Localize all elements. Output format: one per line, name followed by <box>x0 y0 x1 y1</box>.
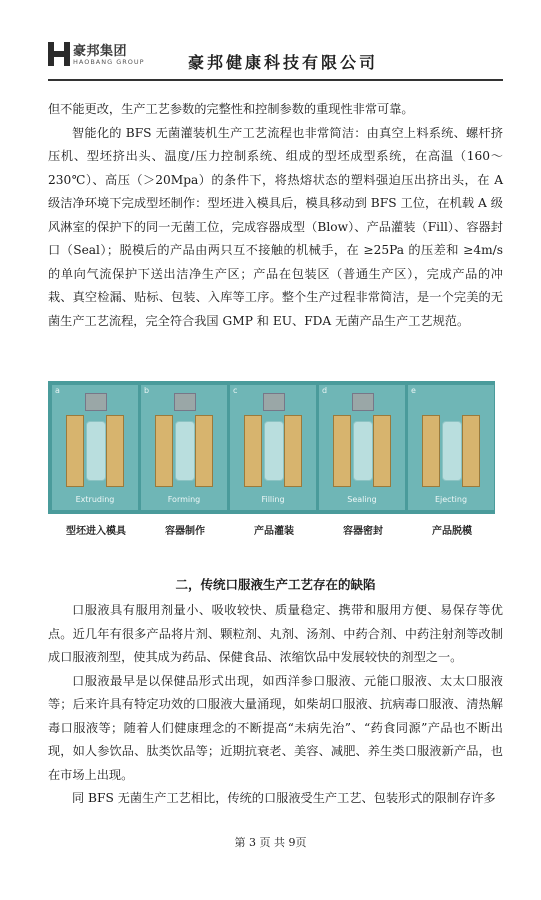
extrusion-head-icon <box>85 393 107 411</box>
figure-panel-sealing <box>319 385 405 510</box>
logo-mark-icon <box>48 42 70 66</box>
section-heading: 二，传统口服液生产工艺存在的缺陷 <box>175 577 376 592</box>
caption-ejecting: 产品脱模 <box>432 526 472 537</box>
mold-left-icon <box>333 415 351 487</box>
caption-forming: 容器制作 <box>165 526 205 537</box>
mold-right-icon <box>373 415 391 487</box>
paragraph-4: 口服液最早是以保健品形式出现，如西洋参口服液、元能口服液、太太口服液等；后来许具有特定功效的口服液大量涌现，如柴胡口服液、抗病毒口服液、清热解毒口服液等；随着人们健康理念的不断提高“未病先治”、“药食同源”产品也不断出现，如人参饮品、肽类饮品等；近期抗衰老、美容、减肥、养生类口服液新产品，也在市场上出现。 <box>48 673 503 782</box>
figure-panel-forming <box>141 385 227 510</box>
header-divider <box>48 79 503 81</box>
container-icon <box>264 421 284 481</box>
mold-right-icon <box>106 415 124 487</box>
figure-panel-filling <box>230 385 316 510</box>
paragraph-2: 智能化的 BFS 无菌灌装机生产工艺流程也非常简洁：由真空上料系统、螺杆挤压机、型坯挤出头、温度/压力控制系统、组成的型坯成型系统，在高温（160～230℃）、高压（＞20Mpa）的条件下，将热熔状态的塑料强迫压出挤出头，在 A 级洁净环境下完成型坯制作：型坯进入模具后，模具移动到 BFS 工位，在机载 A 级风淋室的保护下的同一无菌工位，完成容器成型（Blow）、产品灌装（Fill）、容器封口（Seal）；脱模后的产品由两只互不接触的机械手，在 ≥25Pa 的压差和 ≥4m/s 的单向气流保护下送出洁净生产区；产品在包装区（普通生产区），完成产品的冲栽、真空检漏、贴标、包装、入库等工序。整个生产过程非常简洁，是一个完美的无菌生产工艺流程，完全符合我国 GMP 和 EU、FDA 无菌产品生产工艺规范。 <box>48 125 503 328</box>
figure-captions <box>48 522 495 540</box>
panel-tag: c <box>233 386 238 395</box>
figure-panel-extruding <box>52 385 138 510</box>
body-text-top <box>48 98 503 333</box>
caption-extruding: 型坯进入模具 <box>66 526 126 537</box>
mold-right-icon <box>195 415 213 487</box>
panel-label: Ejecting <box>434 495 468 504</box>
logo-text: 豪邦集团 <box>73 44 128 59</box>
fill-nozzle-icon <box>263 393 285 411</box>
paragraph-1: 但不能更改，生产工艺参数的完整性和控制参数的重现性非常可靠。 <box>48 102 414 116</box>
panel-tag: b <box>144 386 150 395</box>
seal-head-icon <box>352 393 374 411</box>
company-name: 豪邦健康科技有限公司 <box>188 53 379 72</box>
figure-panel-ejecting <box>408 385 494 510</box>
caption-sealing: 容器密封 <box>343 526 383 537</box>
panel-label: Sealing <box>347 495 377 504</box>
mold-left-icon <box>155 415 173 487</box>
container-icon <box>175 421 195 481</box>
parison-icon <box>86 421 106 481</box>
mold-right-icon <box>462 415 480 487</box>
container-icon <box>353 421 373 481</box>
mold-right-icon <box>284 415 302 487</box>
panel-label: Filling <box>261 495 285 504</box>
mold-left-icon <box>244 415 262 487</box>
panel-label: Extruding <box>75 495 115 504</box>
bfs-process-figure <box>48 381 495 514</box>
panel-tag: e <box>411 386 416 395</box>
panel-tag: d <box>322 386 328 395</box>
paragraph-3: 口服液具有服用剂量小、吸收较快、质量稳定、携带和服用方便、易保存等优点。近几年有很多产品将片剂、颗粒剂、丸剂、汤剂、中药合剂、中药注射剂等改制成口服液剂型，使其成为药品、保健食品、浓缩饮品中发展较快的剂型之一。 <box>48 603 503 664</box>
body-text-bottom <box>48 599 503 811</box>
caption-filling: 产品灌装 <box>254 526 294 537</box>
container-icon <box>442 421 462 481</box>
page-header <box>48 40 503 74</box>
mold-left-icon <box>66 415 84 487</box>
blow-pin-icon <box>174 393 196 411</box>
page-number: 第 3 页 共 9页 <box>234 836 307 849</box>
paragraph-5: 同 BFS 无菌生产工艺相比，传统的口服液受生产工艺、包装形式的限制存许多 <box>72 791 496 805</box>
panel-tag: a <box>55 386 60 395</box>
mold-left-icon <box>422 415 440 487</box>
panel-label: Forming <box>167 495 201 504</box>
logo-subtext: HAOBANG GROUP <box>73 58 145 66</box>
company-logo <box>48 40 144 70</box>
